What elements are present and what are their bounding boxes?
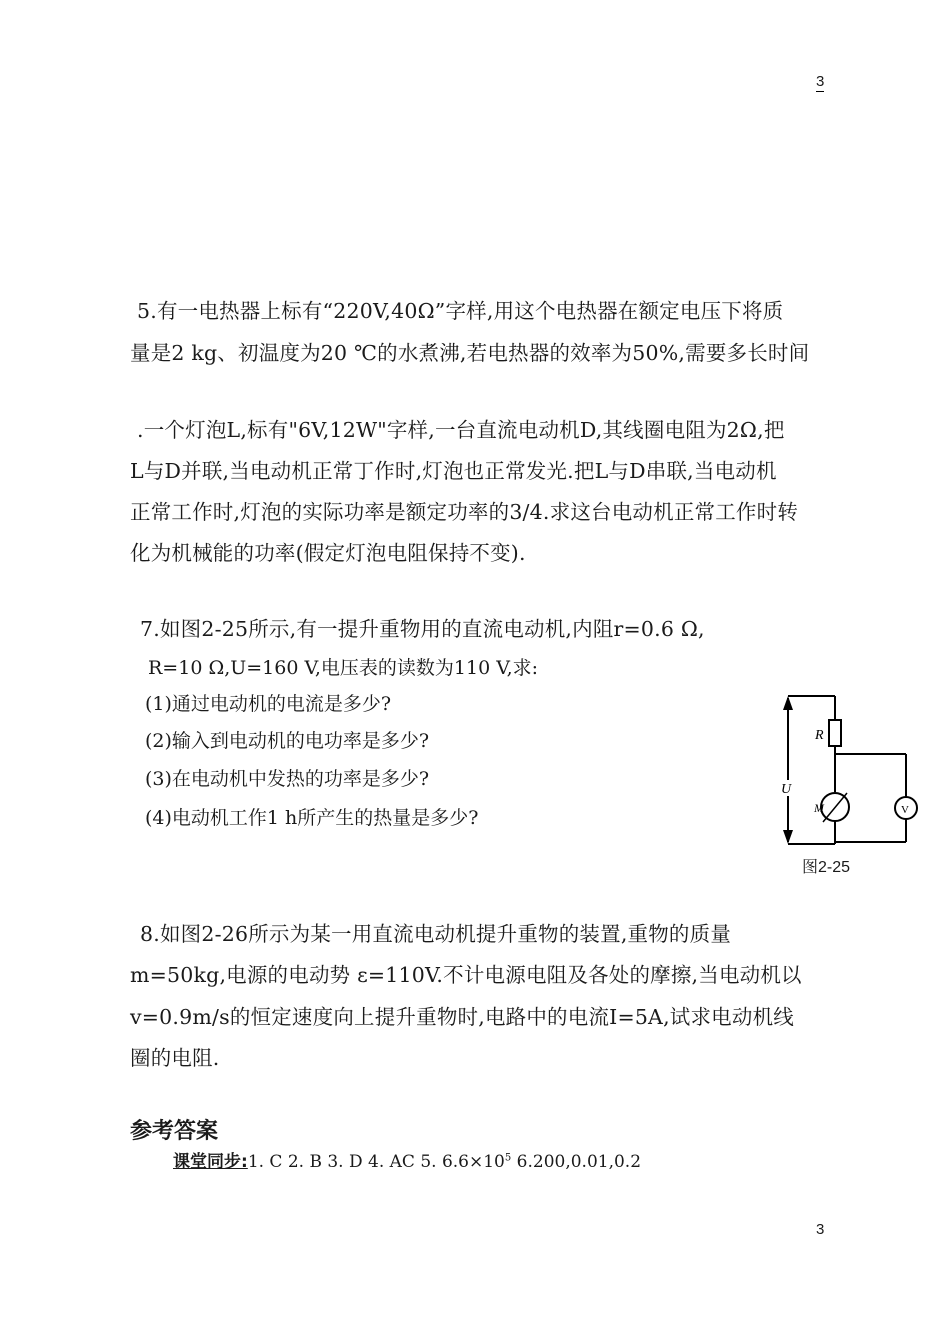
question-7-sub-3: (3)在电动机中发热的功率是多少?: [145, 768, 430, 790]
question-8-line-3: v=0.9m/s的恒定速度向上提升重物时,电路中的电流I=5A,试求电动机线: [130, 1005, 794, 1029]
figure-caption: 图2-25: [802, 859, 851, 876]
question-5-line-2: 量是2 kg、初温度为20 ℃的水煮沸,若电热器的效率为50%,需要多长时间: [130, 341, 810, 365]
question-8-line-1: 8.如图2-26所示为某一用直流电动机提升重物的装置,重物的质量: [140, 922, 732, 946]
question-8-line-4: 圈的电阻.: [130, 1046, 220, 1070]
answers-exponent: 5: [504, 1152, 512, 1164]
question-5-line-1: 5.有一电热器上标有“220V,40Ω”字样,用这个电热器在额定电压下将质: [137, 299, 784, 323]
circuit-diagram: [776, 692, 926, 852]
answers-text: 1. C 2. B 3. D 4. AC 5. 6.6×10: [247, 1152, 505, 1172]
question-6-line-2: L与D并联,当电动机正常丁作时,灯泡也正常发光.把L与D串联,当电动机: [130, 459, 777, 483]
label-m: M: [814, 801, 824, 815]
question-6-line-4: 化为机械能的功率(假定灯泡电阻保持不变).: [130, 541, 526, 565]
page-number-top: 3: [816, 73, 825, 90]
answers-line: [173, 1147, 641, 1172]
question-7-sub-1: (1)通过电动机的电流是多少?: [145, 693, 392, 715]
question-7-sub-2: (2)输入到电动机的电功率是多少?: [145, 730, 430, 752]
resistor-r: [829, 720, 841, 746]
arrow-down: [783, 830, 793, 844]
arrow-up: [783, 696, 793, 710]
answers-title: 参考答案: [130, 1119, 219, 1144]
label-v: V: [901, 804, 909, 816]
answers-text-tail: 6.200,0.01,0.2: [511, 1152, 642, 1172]
question-7-line-2: R=10 Ω,U=160 V,电压表的读数为110 V,求:: [148, 657, 539, 679]
question-7-sub-4: (4)电动机工作1 h所产生的热量是多少?: [145, 807, 479, 829]
question-7-line-1: 7.如图2-25所示,有一提升重物用的直流电动机,内阻r=0.6 Ω,: [140, 617, 705, 641]
page-number-bottom: 3: [816, 1221, 825, 1238]
question-8-line-2: m=50kg,电源的电动势 ε=110V.不计电源电阻及各处的摩擦,当电动机以: [130, 963, 802, 987]
question-6-line-1: .一个灯泡L,标有"6V,12W"字样,一台直流电动机D,其线圈电阻为2Ω,把: [137, 418, 785, 442]
question-6-line-3: 正常工作时,灯泡的实际功率是额定功率的3/4.求这台电动机正常工作时转: [130, 500, 799, 524]
label-u: U: [781, 782, 792, 797]
answers-label: 课堂同步:: [173, 1152, 248, 1172]
label-r: R: [815, 728, 824, 743]
